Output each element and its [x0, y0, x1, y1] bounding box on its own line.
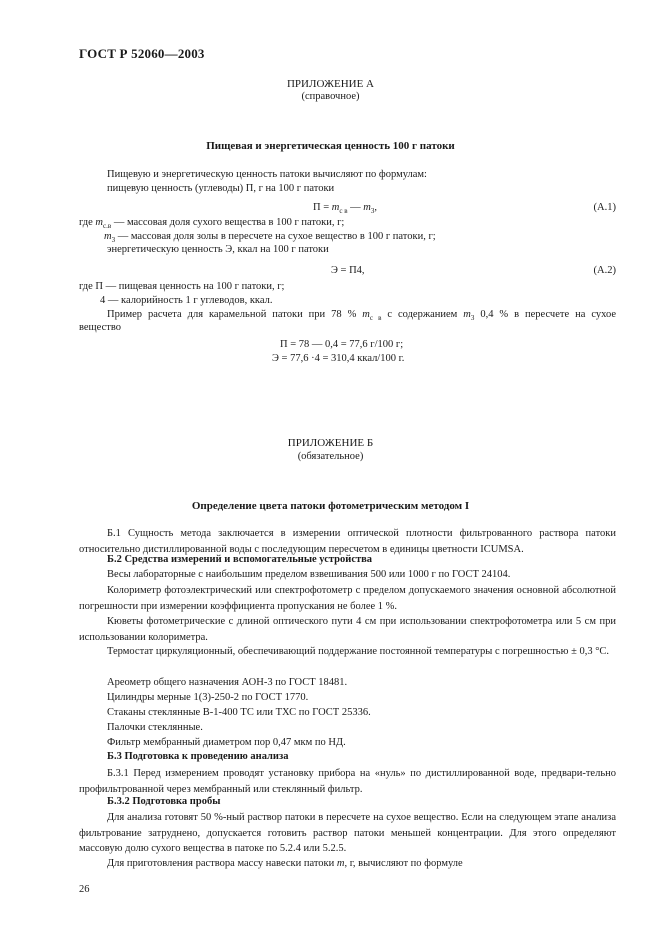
- paragraph-last: [107, 857, 463, 870]
- formula-a1-lhs: П =: [313, 202, 332, 213]
- paragraph-b31-text: Перед измерением проводят установку прибора на «нуль» по дистиллированной воде, предвари-тельно профильтрованной через мембранный или стеклянный фильтр.: [79, 768, 616, 795]
- where-a1b-text: — массовая доля золы в пересчете на сухое вещество в 100 г патоки, г;: [115, 231, 436, 242]
- appendix-b-subtitle: (обязательное): [297, 451, 364, 462]
- paragraph-cuvettes: Кюветы фотометрические с длиной оптического пути 4 см при использовании спектрофотометра или 5 см при использовании колориметра.: [79, 616, 616, 643]
- paragraph-b31: [79, 766, 616, 797]
- where-a1-text: — массовая доля сухого вещества в 100 г патоки, г;: [111, 217, 345, 228]
- paragraph-last-suffix: , г, вычисляют по формуле: [344, 858, 463, 869]
- where-a1-sub: с.в: [103, 222, 112, 231]
- paragraph-b31-number: Б.3.1: [107, 768, 129, 779]
- paragraph-b1: Б.1 Сущность метода заключается в измерении оптической плотности фильтрованного раствора патоки относительно дистиллированной воды с последующим пересчетом в единицы цветности ICUMSA.: [79, 528, 616, 555]
- formula-a1-m: m: [331, 202, 340, 213]
- intro-line-2: пищевую ценность (углеводы) П, г на 100 г патоки: [107, 183, 335, 194]
- section-b2-heading: Б.2 Средства измерений и вспомогательные устройства: [107, 554, 373, 565]
- formula-a1-sub: с в: [339, 207, 348, 216]
- where-a2-line-2: 4 — калорийность 1 г углеводов, ккал.: [100, 295, 273, 306]
- page-number: 26: [79, 884, 90, 895]
- document-header: ГОСТ Р 52060—2003: [79, 46, 205, 61]
- section-b3-heading: Б.3 Подготовка к проведению анализа: [107, 751, 289, 762]
- paragraph-filter: Фильтр мембранный диаметром пор 0,47 мкм по НД.: [107, 737, 346, 748]
- paragraph-areometer: Ареометр общего назначения АОН-3 по ГОСТ 18481.: [107, 677, 348, 688]
- appendix-b-heading: Определение цвета патоки фотометрическим методом I: [191, 500, 470, 512]
- paragraph-b32: Для анализа готовят 50 %-ный раствор патоки в пересчете на сухое вещество. Если на следующем этапе анализа фильтрование затруднено, допускается готовить раствор патоки меньшей концентрации. Для этого определяют массовую долю сухого вещества в патоке по 5.2.4 или 5.2.5.: [79, 812, 616, 854]
- paragraph-thermostat: Термостат циркуляционный, обеспечивающий поддержание постоянной температуры с погрешностью ± 0,3 °С.: [107, 646, 610, 657]
- where-a1-m: m: [95, 217, 104, 228]
- appendix-b-title: ПРИЛОЖЕНИЕ Б: [287, 437, 374, 449]
- section-b32-heading: Б.3.2 Подготовка пробы: [107, 796, 221, 807]
- example-sub3: 3: [470, 314, 475, 323]
- formula-a1-sub3: 3: [370, 207, 375, 216]
- where-a2-line-1: где П — пищевая ценность на 100 г патоки, г;: [79, 281, 285, 292]
- appendix-a-heading: Пищевая и энергетическая ценность 100 г патоки: [206, 140, 455, 152]
- paragraph-sticks: Палочки стеклянные.: [107, 722, 203, 733]
- paragraph-last-m: m: [336, 858, 345, 869]
- example-mid: с содержанием: [381, 309, 464, 320]
- paragraph-colorimeter: Колориметр фотоэлектрический или спектрофотометр с пределом допускаемого значения основной абсолютной погрешности при измерении коэффициента пропускания не более 1 %.: [79, 585, 616, 612]
- appendix-a-title: ПРИЛОЖЕНИЕ А: [286, 78, 374, 90]
- example-end: 0,4 % в пересчете на сухое: [474, 309, 616, 320]
- where-a1-prefix: где: [79, 217, 96, 228]
- paragraph-last-prefix: Для приготовления раствора массу навески патоки: [107, 858, 337, 869]
- calculation-2: Э = 77,6 ·4 = 310,4 ккал/100 г.: [272, 353, 405, 364]
- where-a1b-sub: 3: [111, 236, 116, 245]
- example-m: m: [362, 309, 370, 320]
- calculation-1: П = 78 — 0,4 = 77,6 г/100 г;: [280, 339, 404, 350]
- example-sub: с в: [369, 314, 382, 323]
- formula-a1: [313, 202, 377, 215]
- example-m3: m: [463, 309, 471, 320]
- formula-a1-m3: m: [363, 202, 371, 213]
- paragraph-scales: Весы лабораторные с наибольшим пределом взвешивания 500 или 1000 г по ГОСТ 24104.: [107, 569, 511, 580]
- equation-number-a2: (А.2): [593, 265, 616, 276]
- appendix-a-subtitle: (справочное): [301, 91, 360, 102]
- where-a1b-m: m: [104, 231, 112, 242]
- paragraph-glasses: Стаканы стеклянные В-1-400 ТС или ТХС по ГОСТ 25336.: [107, 707, 371, 718]
- formula-a1-minus: —: [347, 202, 364, 213]
- energy-line: энергетическую ценность Э, ккал на 100 г патоки: [107, 244, 329, 255]
- formula-a2: Э = П4,: [331, 265, 365, 276]
- example-prefix: Пример расчета для карамельной патоки при 78 %: [107, 309, 363, 320]
- example-line-1: [107, 308, 616, 325]
- equation-number-a1: (А.1): [593, 202, 616, 213]
- paragraph-cylinders: Цилиндры мерные 1(3)-250-2 по ГОСТ 1770.: [107, 692, 309, 703]
- formula-a1-end: ,: [374, 202, 377, 213]
- example-line-2: вещество: [79, 322, 121, 333]
- intro-line-1: Пищевую и энергетическую ценность патоки вычисляют по формулам:: [107, 169, 427, 180]
